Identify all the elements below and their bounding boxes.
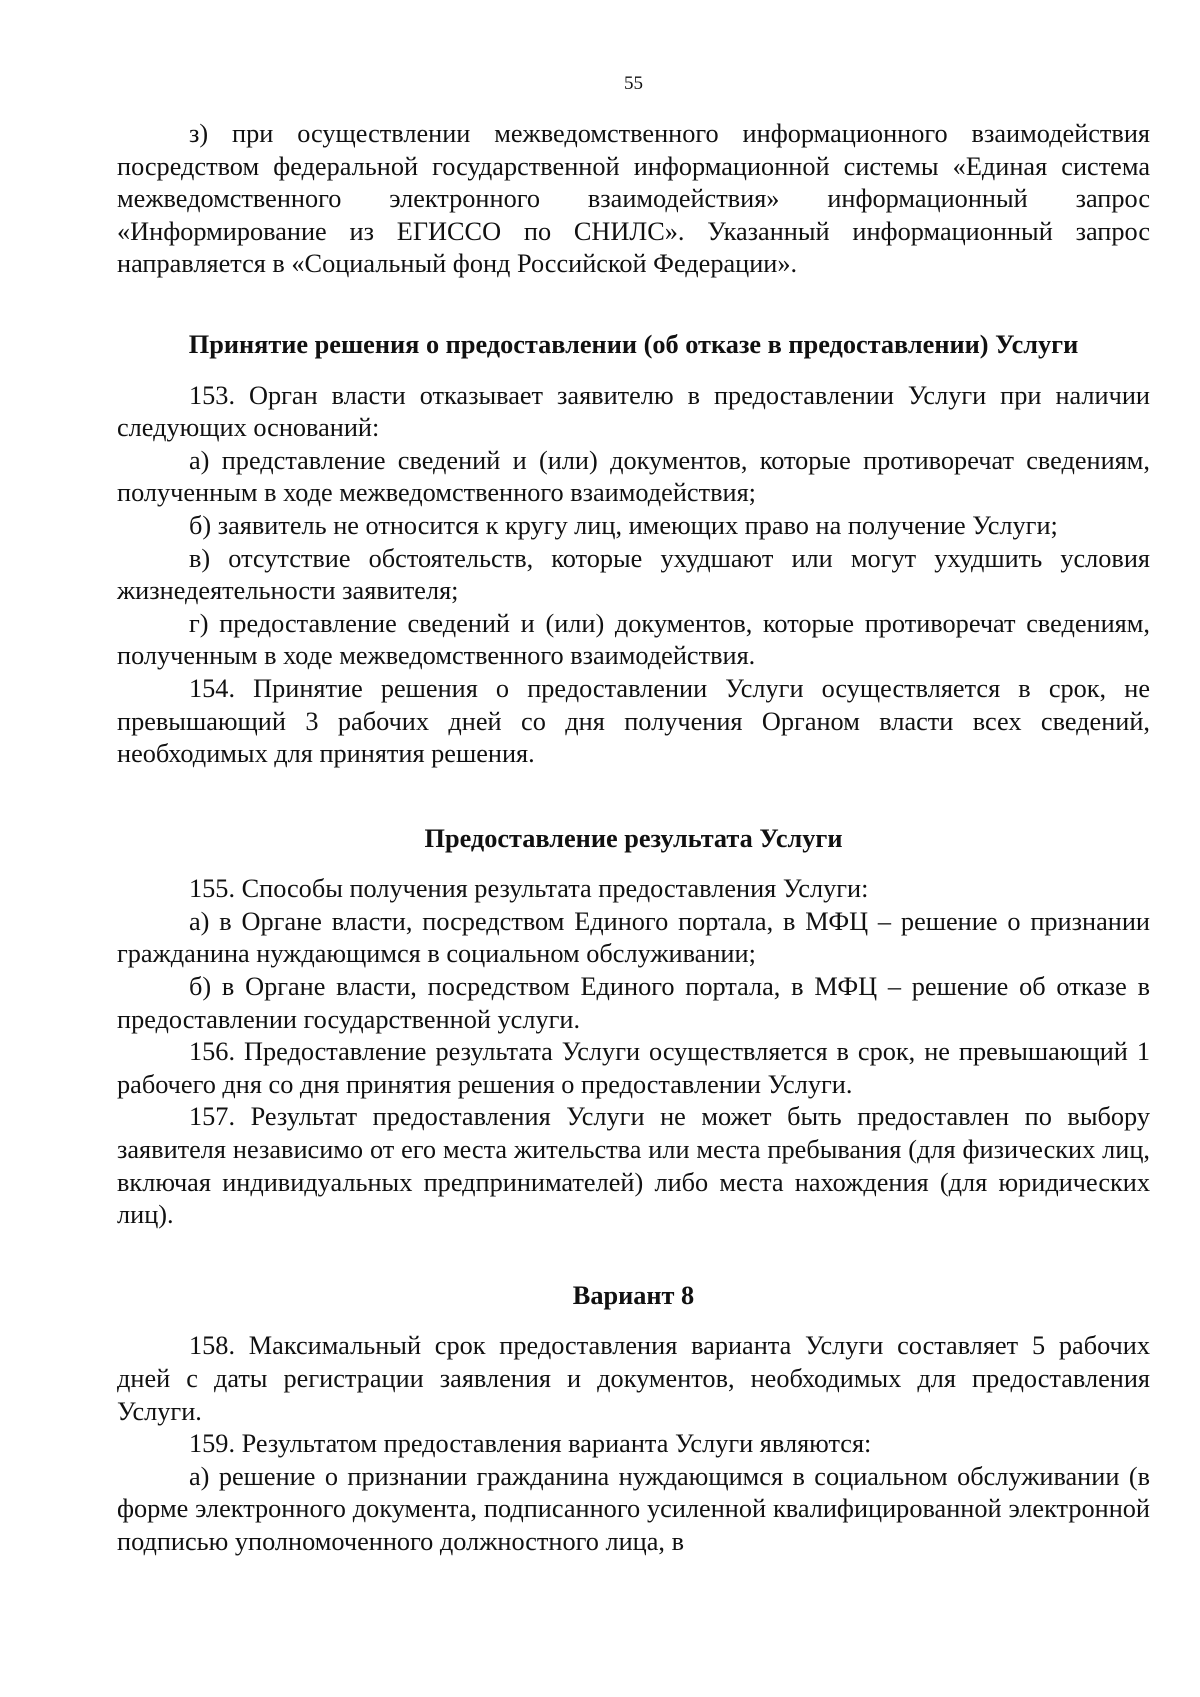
- paragraph-157: 157. Результат предоставления Услуги не может быть предоставлен по выбору заявителя независимо от его места жительства или места пребывания (для физических лиц, включая индивидуальных предпринимателей) либо места нахождения (для юридических лиц).: [117, 1102, 1150, 1230]
- paragraph-153: 153. Орган власти отказывает заявителю в предоставлении Услуги при наличии следующих оснований:: [117, 380, 1150, 443]
- paragraph-153b: б) заявитель не относится к кругу лиц, имеющих право на получение Услуги;: [189, 510, 1058, 540]
- paragraph-z: з) при осуществлении межведомственного информационного взаимодействия посредством федеральной государственной информационной системы «Единая система межведомственного электронного взаимодействия» информационный запрос «Информирование из ЕГИССО по СНИЛС». Указанный информационный запрос направляется в «Социальный фонд Российской Федерации».: [117, 119, 1150, 279]
- document-body: [117, 118, 1150, 1559]
- paragraph-155b: б) в Органе власти, посредством Единого портала, в МФЦ – решение об отказе в предоставлении государственной услуги.: [117, 972, 1150, 1034]
- paragraph-154: 154. Принятие решения о предоставлении Услуги осуществляется в срок, не превышающий 3 рабочих дней со дня получения Органом власти всех сведений, необходимых для принятия решения.: [117, 673, 1150, 769]
- paragraph-156: 156. Предоставление результата Услуги осуществляется в срок, не превышающий 1 рабочего дня со дня принятия решения о предоставлении Услуги.: [117, 1037, 1150, 1099]
- section-heading-result: Предоставление результата Услуги: [424, 823, 843, 853]
- paragraph-155: 155. Способы получения результата предоставления Услуги:: [189, 874, 869, 904]
- section-heading-variant-8: Вариант 8: [572, 1280, 695, 1310]
- paragraph-153v: в) отсутствие обстоятельств, которые ухудшают или могут ухудшить условия жизнедеятельности заявителя;: [117, 543, 1150, 606]
- paragraph-159: 159. Результатом предоставления варианта Услуги являются:: [189, 1429, 872, 1459]
- section-heading-decision: Принятие решения о предоставлении (об отказе в предоставлении) Услуги: [188, 329, 1079, 359]
- paragraph-153a: а) представление сведений и (или) документов, которые противоречат сведениям, полученным в ходе межведомственного взаимодействия;: [117, 445, 1150, 508]
- paragraph-159a: а) решение о признании гражданина нуждающимся в социальном обслуживании (в форме электронного документа, подписанного усиленной квалифицированной электронной подписью уполномоченного должностного лица, в: [117, 1461, 1150, 1556]
- paragraph-158: 158. Максимальный срок предоставления варианта Услуги составляет 5 рабочих дней с даты регистрации заявления и документов, необходимых для предоставления Услуги.: [117, 1331, 1150, 1426]
- page-number: 55: [624, 73, 643, 94]
- paragraph-155a: а) в Органе власти, посредством Единого портала, в МФЦ – решение о признании гражданина нуждающимся в социальном обслуживании;: [117, 906, 1150, 969]
- paragraph-153g: г) предоставление сведений и (или) документов, которые противоречат сведениям, полученным в ходе межведомственного взаимодействия.: [117, 608, 1150, 671]
